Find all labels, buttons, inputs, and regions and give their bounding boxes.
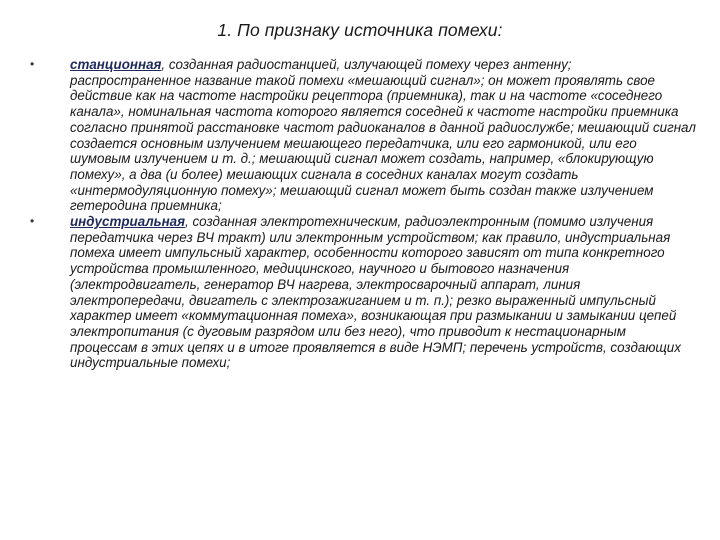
item-text-station: , созданная радиостанцией, излучающей помеху через антенну; распространенное название такой помехи «мешающий сигнал»; он может проявлять свое действие как на частоте настройки рецептора (приемника), так и на частоте «соседнего канала», номинальная частота которого является соседней к частоте настройки приемника согласно принятой расстановке частот радиоканалов в данной радиослужбе; мешающий сигнал создается основным излучением мешающего передатчика, или его гармоникой, или его шумовым излучением и т. д.; мешающий сигнал может создать, например, «блокирующую помеху», а два (и более) мешающих сигнала в соседних каналах могут создать «интермодуляционную помеху»; мешающий сигнал может быть создан также излучением гетеродина приемника;	[70, 57, 696, 214]
item-text-industrial: , созданная электротехническим, радиоэлектронным (помимо излучения передатчика через ВЧ тракт) или электронным устройством; как правило, индустриальная помеха имеет импульсный характер, особенности которого зависят от типа конкретного устройства промышленного, медицинского, научного и бытового назначения (электродвигатель, генератор ВЧ нагрева, электросварочный аппарат, линия электропередачи, двигатель с электрозажиганием и т. п.); резко выраженный импульсный характер имеет «коммутационная помеха», возникающая при размыкании и замыкании цепей электропитания (с дуговым разрядом или без него), что приводит к нестационарным процессам в этих цепях и в итоге проявляется в виде НЭМП; перечень устройств, создающих индустриальные помехи;	[70, 214, 681, 371]
bullet-icon: •	[30, 57, 35, 71]
term-station: станционная	[70, 57, 162, 72]
term-industrial: индустриальная	[70, 214, 186, 230]
bullet-icon: •	[30, 214, 35, 229]
slide-title: 1. По признаку источника помехи:	[217, 20, 503, 40]
list-item-industrial	[30, 214, 696, 371]
list-item-station	[30, 57, 696, 214]
bullet-list	[30, 57, 696, 371]
